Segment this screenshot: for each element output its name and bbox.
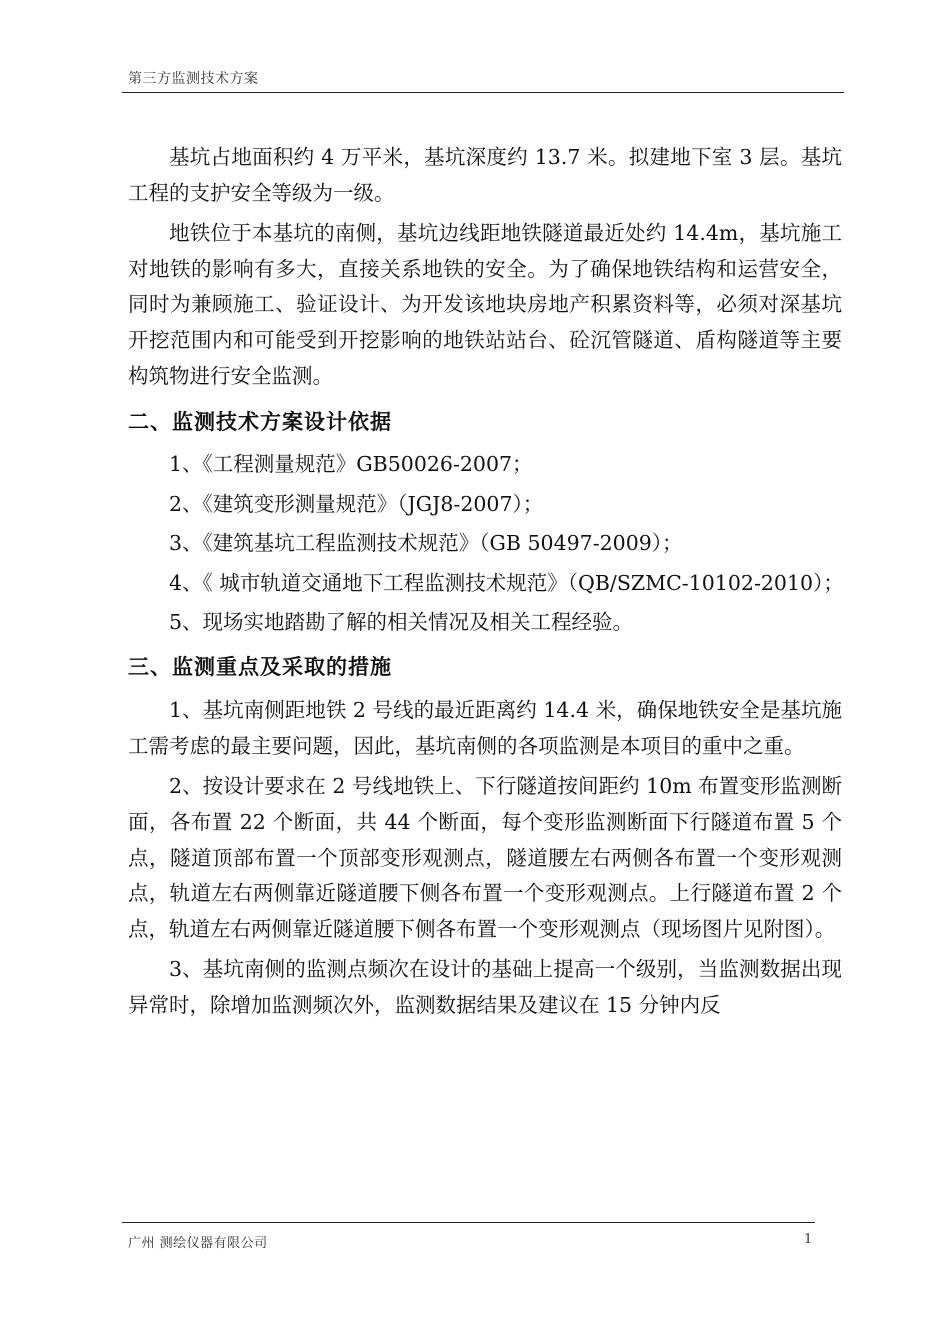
measure-paragraph-1: 1、基坑南侧距地铁 2 号线的最近距离约 14.4 米，确保地铁安全是基坑施工需考虑的最主要问题，因此，基坑南侧的各项监测是本项目的重中之重。	[128, 698, 842, 758]
document-body	[128, 140, 842, 1029]
page-number: 1	[804, 1232, 813, 1247]
reference-item-4: 4、《 城市轨道交通地下工程监测技术规范》（QB/SZMC-10102-2010）；	[169, 570, 844, 595]
reference-item-3: 3、《建筑基坑工程监测技术规范》（GB 50497-2009）；	[169, 531, 683, 556]
reference-item-2: 2、《建筑变形测量规范》（JGJ8-2007）；	[169, 491, 544, 516]
footer-divider	[122, 1222, 815, 1223]
intro-paragraph-1: 基坑占地面积约 4 万平米，基坑深度约 13.7 米。拟建地下室 3 层。基坑工程的支护安全等级为一级。	[128, 145, 842, 205]
footer-company: 广州 测绘仪器有限公司	[128, 1236, 268, 1251]
page-header-title: 第三方监测技术方案	[128, 71, 259, 87]
section-3-heading: 三、监测重点及采取的措施	[128, 655, 392, 680]
section-2-heading: 二、监测技术方案设计依据	[128, 410, 392, 435]
reference-item-1: 1、《工程测量规范》GB50026-2007；	[169, 452, 533, 477]
measure-paragraph-2: 2、按设计要求在 2 号线地铁上、下行隧道按间距约 10m 布置变形监测断面，各布置 22 个断面，共 44 个断面，每个变形监测断面下行隧道布置 5 个点，隧道顶部布置一个顶部变形观测点，隧道腰左右两侧各布置一个变形观测点，轨道左右两侧靠近隧道腰下侧各布置一个变形观测点。上行隧道布置 2 个点，轨道左右两侧靠近隧道腰下侧各布置一个变形观测点（现场图片见附图）。	[128, 774, 842, 941]
intro-paragraph-2: 地铁位于本基坑的南侧，基坑边线距地铁隧道最近处约 14.4m，基坑施工对地铁的影响有多大，直接关系地铁的安全。为了确保地铁结构和运营安全，同时为兼顾施工、验证设计、为开发该地块房地产积累资料等，必须对深基坑开挖范围内和可能受到开挖影响的地铁站站台、砼沉管隧道、盾构隧道等主要构筑物进行安全监测。	[128, 221, 842, 388]
header-divider	[122, 92, 844, 93]
measure-paragraph-3: 3、基坑南侧的监测点频次在设计的基础上提高一个级别，当监测数据出现异常时，除增加监测频次外，监测数据结果及建议在 15 分钟内反	[128, 957, 842, 1017]
reference-item-5: 5、现场实地踏勘了解的相关情况及相关工程经验。	[169, 610, 634, 635]
